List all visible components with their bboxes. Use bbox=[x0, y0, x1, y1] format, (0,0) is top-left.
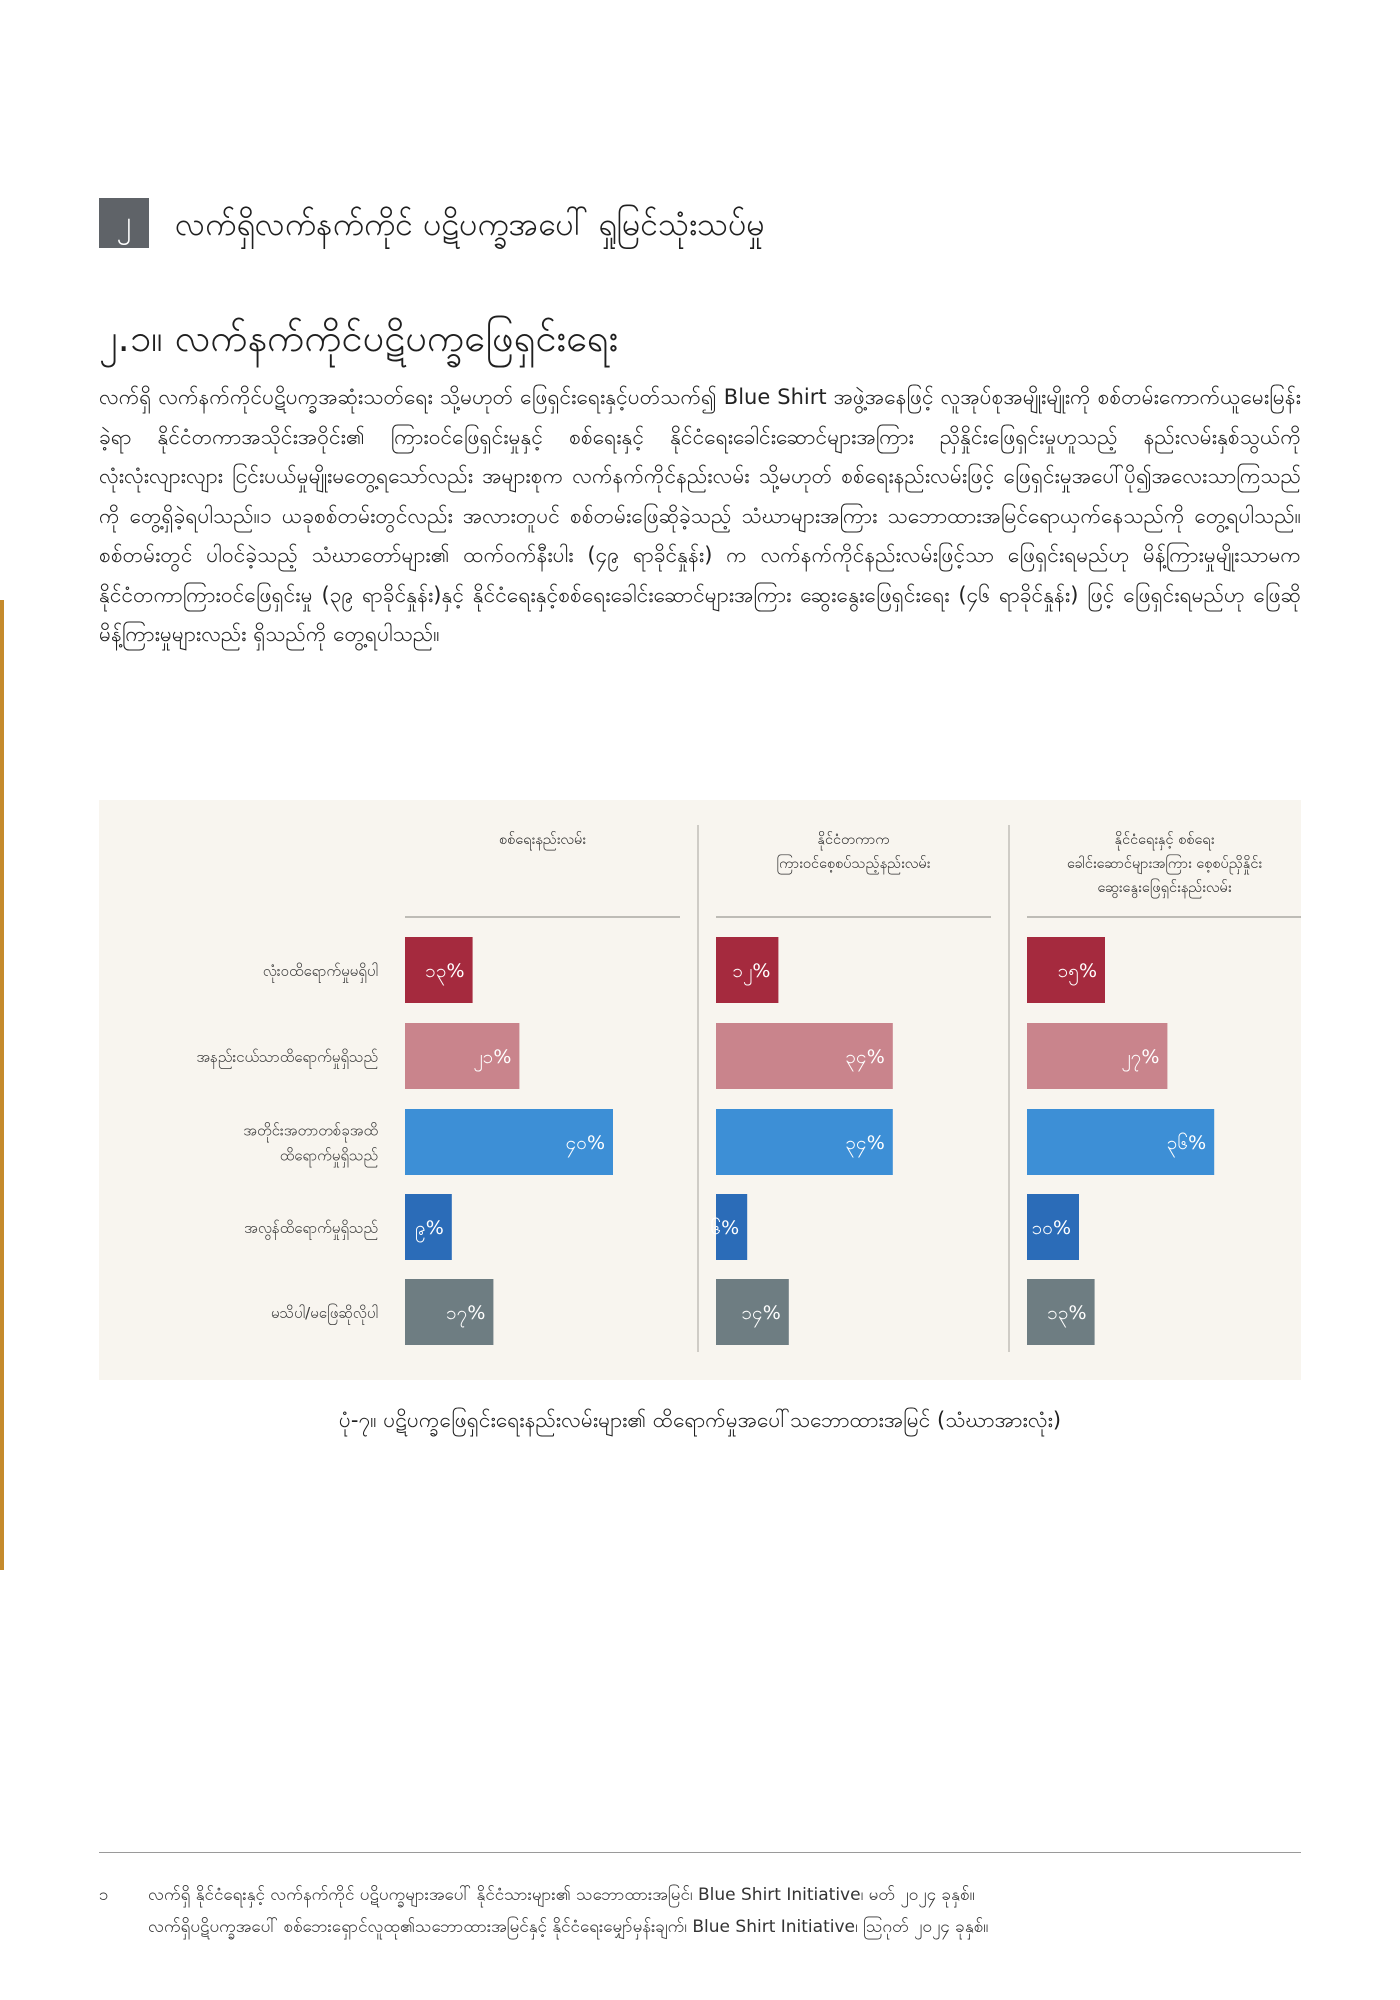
footnote-number: ၁ bbox=[99, 1885, 109, 1905]
bar-label-panel1-row1: ၁၃% bbox=[425, 960, 465, 982]
subsection-heading: ၂.၁။ လက်နက်ကိုင်ပဋိပက္ခဖြေရှင်းရေး bbox=[99, 316, 619, 360]
row-label-3-line-2: ထိရောက်မှုရှိသည် bbox=[279, 1146, 378, 1165]
row-label-1: လုံးဝထိရောက်မှုမရှိပါ bbox=[262, 962, 378, 980]
page-edge-accent bbox=[0, 600, 4, 1570]
panel-header-1-line-1: စစ်ရေးနည်းလမ်း bbox=[499, 832, 586, 848]
bar-label-panel1-row2: ၂၁% bbox=[473, 1046, 512, 1068]
bar-label-panel1-row5: ၁၇% bbox=[445, 1302, 486, 1324]
effectiveness-bar-chart bbox=[99, 800, 1301, 1380]
bar-label-panel1-row4: ၉% bbox=[415, 1217, 444, 1239]
section-number-badge: ၂ bbox=[99, 198, 149, 248]
body-paragraph: လက်ရှိ လက်နက်ကိုင်ပဋိပက္ခအဆုံးသတ်ရေး သို့မဟုတ် ဖြေရှင်းရေးနှင့်ပတ်သက်၍ Blue Shirt အဖွဲ့အနေဖြင့် လူအုပ်စုအမျိုးမျိုးကို စစ်တမ်းကောက်ယူမေးမြန်းခဲ့ရာ နိုင်ငံတကာအသိုင်းအဝိုင်း၏ ကြားဝင်ဖြေရှင်းမှုနှင့် စစ်ရေးနှင့် နိုင်ငံရေးခေါင်းဆောင်များအကြား ညှိနှိုင်းဖြေရှင်းမှုဟူသည့် နည်းလမ်းနှစ်သွယ်ကို လုံးလုံးလျားလျား ငြင်းပယ်မှုမျိုးမတွေ့ရသော်လည်း အများစုက လက်နက်ကိုင်နည်းလမ်း သို့မဟုတ် စစ်ရေးနည်းလမ်းဖြင့် ဖြေရှင်းမှုအပေါ်ပို၍အလေးသာကြသည်ကို တွေ့ရှိခဲ့ရပါသည်။၁ ယခုစစ်တမ်းတွင်လည်း အလားတူပင် စစ်တမ်းဖြေဆိုခဲ့သည့် သံဃာများအကြား သဘောထားအမြင်ရောယှက်နေသည်ကို တွေ့ရပါသည်။ စစ်တမ်းတွင် ပါဝင်ခဲ့သည့် သံဃာတော်များ၏ ထက်ဝက်နီးပါး (၄၉ ရာခိုင်နှုန်း) က လက်နက်ကိုင်နည်းလမ်းဖြင့်သာ ဖြေရှင်းရမည်ဟု မိန့်ကြားမှုမျိုးသာမက နိုင်ငံတကာကြားဝင်ဖြေရှင်းမှု (၃၉ ရာခိုင်နှုန်း)နှင့် နိုင်ငံရေးနှင့်စစ်ရေးခေါင်းဆောင်များအကြား ဆွေးနွေးဖြေရှင်းရေး (၄၆ ရာခိုင်နှုန်း) ဖြင့် ဖြေရှင်းရမည်ဟု ဖြေဆိုမိန့်ကြားမှုများလည်း ရှိသည်ကို တွေ့ရပါသည်။ bbox=[99, 385, 1301, 646]
panel-header-2-line-2: ကြားဝင်စေ့စပ်သည့်နည်းလမ်း bbox=[776, 856, 931, 872]
chart-panel bbox=[99, 800, 1301, 1380]
bar-label-panel2-row2: ၃၄% bbox=[845, 1046, 885, 1068]
bar-label-panel3-row3: ၃၆% bbox=[1166, 1132, 1207, 1154]
row-label-3-line-1: အတိုင်းအတာတစ်ခုအထိ bbox=[243, 1121, 378, 1140]
footnote-line-1: လက်ရှိ နိုင်ငံရေးနှင့် လက်နက်ကိုင် ပဋိပက္ခများအပေါ် နိုင်ငံသားများ၏ သဘောထားအမြင်၊ Blue Shirt Initiative၊ မတ် ၂၀၂၄ ခုနှစ်။ bbox=[148, 1885, 975, 1905]
bar-label-panel3-row4: ၁၀% bbox=[1031, 1217, 1071, 1239]
bar-label-panel2-row1: ၁၂% bbox=[732, 960, 771, 982]
bar-label-panel2-row3: ၃၄% bbox=[845, 1132, 885, 1154]
panel-header-2-line-1: နိုင်ငံတကာက bbox=[817, 832, 890, 848]
figure-caption: ပုံ-၇။ ပဋိပက္ခဖြေရှင်းရေးနည်းလမ်းများ၏ ထိရောက်မှုအပေါ်သဘောထားအမြင် (သံဃာအားလုံး) bbox=[338, 1408, 1062, 1432]
panel-header-3-line-1: နိုင်ငံရေးနှင့် စစ်ရေး bbox=[1114, 832, 1215, 848]
bar-label-panel2-row5: ၁၄% bbox=[741, 1302, 781, 1324]
row-label-5: မသိပါ/မဖြေဆိုလိုပါ bbox=[270, 1304, 378, 1322]
panel-header-3-line-2: ခေါင်းဆောင်များအကြား စေ့စပ်ညှိနှိုင်း bbox=[1066, 856, 1263, 872]
panel-header-3-line-3: ဆွေးနွေးဖြေရှင်းနည်းလမ်း bbox=[1097, 880, 1232, 896]
footnote-line-2: လက်ရှိပဋိပက္ခအပေါ် စစ်ဘေးရှောင်လူထု၏သဘောထားအမြင်နှင့် နိုင်ငံရေးမျှော်မှန်းချက်၊ Blue Shirt Initiative၊ ဩဂုတ် ၂၀၂၄ ခုနှစ်။ bbox=[148, 1917, 989, 1937]
row-label-2: အနည်းငယ်သာထိရောက်မှုရှိသည် bbox=[196, 1048, 378, 1066]
row-label-4: အလွန်ထိရောက်မှုရှိသည် bbox=[244, 1219, 378, 1237]
bar-label-panel3-row2: ၂၇% bbox=[1121, 1046, 1160, 1068]
bar-label-panel2-row4: ၆% bbox=[710, 1217, 740, 1239]
section-title: လက်ရှိလက်နက်ကိုင် ပဋိပက္ခအပေါ် ရှုမြင်သုံးသပ်မှု bbox=[175, 205, 765, 243]
bar-label-panel1-row3: ၄၀% bbox=[565, 1132, 605, 1154]
footnote-divider bbox=[99, 1852, 1301, 1853]
bar-label-panel3-row1: ၁၅% bbox=[1057, 960, 1097, 982]
bar-label-panel3-row5: ၁၃% bbox=[1047, 1302, 1087, 1324]
